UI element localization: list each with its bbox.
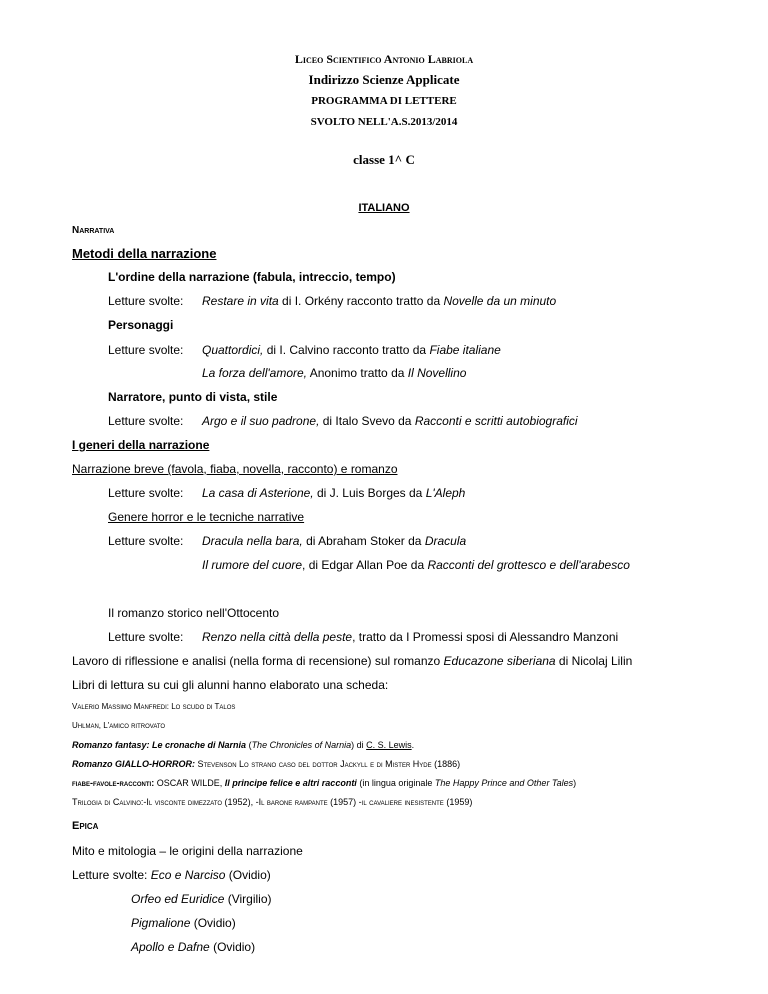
work-title: Apollo e Dafne [131, 940, 210, 954]
libro-item [72, 778, 576, 788]
libro-genre: fiabe-favole-racconti: [72, 778, 155, 788]
mito-heading: Mito e mitologia – le origini della narrazione [72, 844, 303, 858]
libro-title: Stevenson Lo strano caso del dottor Jackyll e di Mister Hyde [197, 759, 432, 769]
horror-heading: Genere horror e le tecniche narrative [108, 510, 305, 524]
reading-text: di Italo Svevo da [319, 414, 415, 428]
work-title: La forza dell'amore, [202, 366, 308, 380]
reading-text: di I. Orkény racconto tratto da [278, 294, 444, 308]
narrazione-breve-heading: Narrazione breve (favola, fiaba, novella, racconto) e romanzo [72, 462, 398, 476]
source-title: Il Novellino [407, 366, 467, 380]
libro-item: Uhlman, L'amico ritrovato [72, 721, 166, 730]
personaggi-subheading: Personaggi [108, 318, 174, 332]
storico-readings [108, 630, 618, 644]
work-title: Il rumore del cuore [202, 558, 303, 572]
epica-reading [131, 916, 236, 930]
narratore-readings [108, 414, 578, 428]
narrativa-heading: Narrativa [72, 225, 115, 236]
source-title: Fiabe italiane [429, 343, 501, 357]
libro-title: Trilogia di Calvino:-Il visconte dimezzato [72, 797, 223, 807]
readings-label: Letture svolte: [108, 486, 184, 500]
work-title: Quattordici, [202, 343, 264, 357]
work-title: Eco e Narciso [150, 868, 226, 882]
readings-label: Letture svolte: [108, 414, 184, 428]
readings-label: Letture svolte: [108, 534, 184, 548]
readings-label: Letture svolte: [108, 343, 184, 357]
readings-label: Letture svolte: [108, 294, 184, 308]
source-title: Racconti e scritti autobiografici [414, 414, 578, 428]
school-track: Indirizzo Scienze Applicate [308, 72, 460, 87]
school-year: SVOLTO NELL'A.S.2013/2014 [310, 116, 458, 128]
work-title: Pigmalione [131, 916, 191, 930]
libro-item [72, 797, 472, 807]
libro-item: Romanzo fantasy: Le cronache di Narnia (The Chronicles of Narnia) di C. S. Lewis. [72, 740, 415, 750]
reading-text: , di Edgar Allan Poe da [302, 558, 428, 572]
personaggi-readings-2 [202, 366, 466, 380]
readings-label: Letture svolte: [108, 630, 184, 644]
work-title: Renzo nella città della peste [202, 630, 353, 644]
reading-text: di Abraham Stoker da [302, 534, 425, 548]
libro-title: Le cronache di Narnia [152, 740, 247, 750]
source-title: Novelle da un minuto [443, 294, 557, 308]
reading-author: (Ovidio) [193, 916, 236, 930]
work-title: Restare in vita [202, 294, 279, 308]
ordine-subheading: L'ordine della narrazione (fabula, intreccio, tempo) [108, 270, 396, 284]
libro-item [72, 759, 460, 769]
lavoro-text: Lavoro di riflessione e analisi (nella forma di recensione) sul romanzo [72, 654, 444, 668]
ordine-readings [108, 294, 556, 308]
libro-year: (1959) [446, 797, 473, 807]
source-title: L'Aleph [425, 486, 466, 500]
generi-heading: I generi della narrazione [72, 438, 210, 452]
horror-readings [108, 534, 466, 548]
narratore-subheading: Narratore, punto di vista, stile [108, 390, 278, 404]
libro-year: (1952), - [224, 797, 259, 807]
source-title: Dracula [424, 534, 467, 548]
class-label: classe 1^ C [353, 152, 415, 167]
horror-readings-2 [202, 558, 630, 572]
source-title: Racconti del grottesco e dell'arabesco [427, 558, 630, 572]
work-title: La casa di Asterione, [202, 486, 314, 500]
libro-year: (1886) [434, 759, 461, 769]
libro-genre: Romanzo GIALLO-HORROR: [72, 759, 195, 769]
libro-title: Il barone rampante [258, 797, 328, 807]
libro-year: (1957) - [330, 797, 362, 807]
libro-note-end: ) [573, 778, 577, 788]
reading-text: Anonimo tratto da [307, 366, 408, 380]
romanzo-storico-heading: Il romanzo storico nell'Ottocento [108, 606, 280, 620]
personaggi-readings [108, 343, 501, 357]
program-title: PROGRAMMA DI LETTERE [311, 95, 457, 107]
reading-text: di J. Luis Borges da [313, 486, 426, 500]
epica-readings-label [72, 868, 271, 882]
metodi-heading: Metodi della narrazione [72, 246, 217, 261]
reading-author: (Ovidio) [213, 940, 256, 954]
work-title: Educazone siberiana [443, 654, 556, 668]
work-title: Dracula nella bara, [202, 534, 303, 548]
libro-note: (in lingua originale [359, 778, 435, 788]
reading-text: di I. Calvino racconto tratto da [263, 343, 430, 357]
readings-label: Letture svolte: [72, 868, 148, 882]
reading-author: (Ovidio) [228, 868, 271, 882]
lavoro-riflessione [72, 654, 632, 668]
libro-author: OSCAR WILDE, [156, 778, 223, 788]
epica-reading [131, 940, 255, 954]
epica-reading [131, 892, 272, 906]
breve-readings [108, 486, 465, 500]
libri-intro: Libri di lettura su cui gli alunni hanno elaborato una scheda: [72, 678, 389, 692]
school-name: Liceo Scientifico Antonio Labriola [294, 52, 474, 66]
reading-text: , tratto da I Promessi sposi di Alessandro Manzoni [352, 630, 619, 644]
libro-item: Valerio Massimo Manfredi: Lo scudo di Talos [72, 702, 236, 711]
libro-title: il cavaliere inesistente [361, 797, 444, 807]
reading-author: (Virgilio) [227, 892, 272, 906]
section-title-italiano: ITALIANO [358, 202, 410, 214]
libro-original-title: The Chronicles of Narnia [251, 740, 352, 750]
work-title: Orfeo ed Euridice [131, 892, 225, 906]
libro-genre: Romanzo fantasy: [72, 740, 150, 750]
lavoro-text-end: di Nicolaj Lilin [555, 654, 633, 668]
libro-author: C. S. Lewis [366, 740, 412, 750]
libro-original-title: The Happy Prince and Other Tales [434, 778, 574, 788]
work-title: Argo e il suo padrone, [202, 414, 320, 428]
libro-title: Il principe felice e altri racconti [224, 778, 357, 788]
epica-heading: Epica [72, 820, 99, 832]
